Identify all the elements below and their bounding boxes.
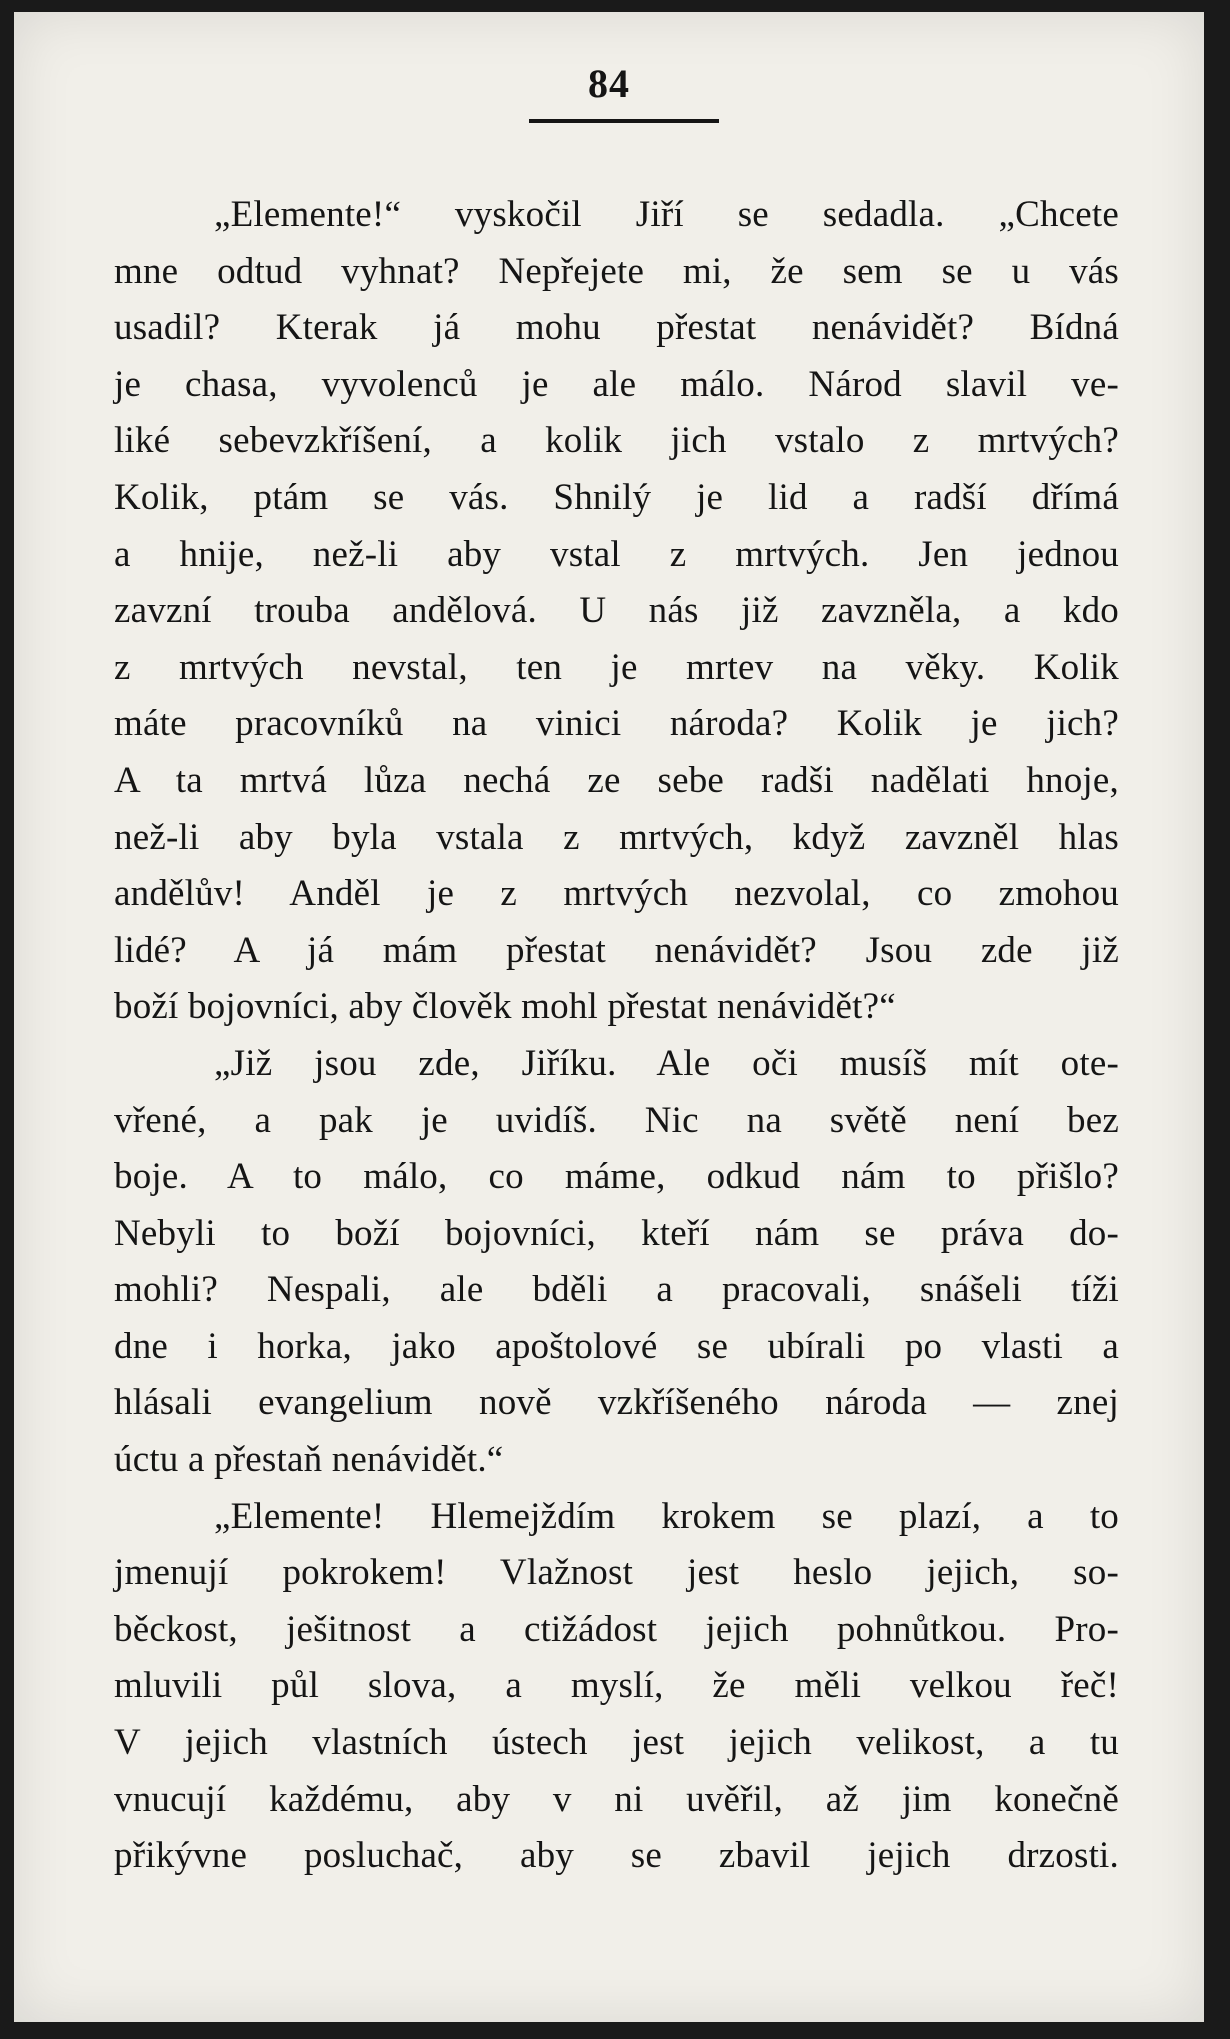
text-line: boží bojovníci, aby člověk mohl přestat nenávidět?“ [114, 986, 896, 1028]
text-line: „Již jsou zde, Jiříku. Ale oči musíš mít ote- [214, 1042, 1119, 1084]
text-line: usadil? Kterak já mohu přestat nenávidět? Bídná [114, 307, 1119, 349]
text-line: V jejich vlastních ústech jest jejich velikost, a tu [114, 1722, 1119, 1764]
text-line: úctu a přestaň nenávidět.“ [114, 1439, 504, 1481]
text-line: „Elemente!“ vyskočil Jiří se sedadla. „Chcete [214, 194, 1119, 235]
text-line: andělův! Anděl je z mrtvých nezvolal, co zmohou [114, 873, 1119, 915]
text-line: mluvili půl slova, a myslí, že měli velkou řeč! [114, 1665, 1119, 1707]
text-line: A ta mrtvá lůza nechá ze sebe radši nadělati hnoje, [114, 759, 1119, 801]
text-line: „Elemente! Hlemejždím krokem se plazí, a to [214, 1495, 1119, 1537]
text-line: máte pracovníků na vinici národa? Kolik je jich? [114, 703, 1119, 745]
text-line: liké sebevzkříšení, a kolik jich vstalo z mrtvých? [114, 420, 1119, 462]
page-number: 84 [588, 61, 630, 106]
text-line: Kolik, ptám se vás. Shnilý je lid a radší dřímá [114, 476, 1119, 518]
header-rule [529, 119, 719, 123]
text-line: přikývne posluchač, aby se zbavil jejich drzosti. [114, 1835, 1119, 1877]
text-line: zavzní trouba andělová. U nás již zavzněla, a kdo [114, 590, 1119, 632]
text-line: hlásali evangelium nově vzkříšeného národa — znej [114, 1382, 1119, 1424]
text-line: vřené, a pak je uvidíš. Nic na světě není bez [114, 1099, 1119, 1141]
scanned-page [14, 12, 1204, 2022]
text-line: mne odtud vyhnat? Nepřejete mi, že sem se u vás [114, 250, 1119, 292]
text-line: boje. A to málo, co máme, odkud nám to přišlo? [114, 1156, 1119, 1198]
body-text [114, 187, 1119, 1885]
text-line: běckost, ješitnost a ctižádost jejich pohnůtkou. Pro- [114, 1608, 1119, 1650]
text-line: dne i horka, jako apoštolové se ubírali po vlasti a [114, 1325, 1119, 1367]
text-line: než-li aby byla vstala z mrtvých, když zavzněl hlas [114, 816, 1119, 858]
text-line: vnucují každému, aby v ni uvěřil, až jim konečně [114, 1778, 1119, 1820]
text-line: Nebyli to boží bojovníci, kteří nám se práva do- [114, 1212, 1119, 1254]
text-line: jmenují pokrokem! Vlažnost jest heslo jejich, so- [114, 1552, 1119, 1594]
text-line: z mrtvých nevstal, ten je mrtev na věky. Kolik [114, 646, 1119, 688]
text-line: a hnije, než-li aby vstal z mrtvých. Jen jednou [114, 533, 1119, 575]
text-line: je chasa, vyvolenců je ale málo. Národ slavil ve- [114, 363, 1119, 405]
text-line: mohli? Nespali, ale bděli a pracovali, snášeli tíži [114, 1269, 1119, 1311]
text-line: lidé? A já mám přestat nenávidět? Jsou zde již [114, 929, 1119, 971]
